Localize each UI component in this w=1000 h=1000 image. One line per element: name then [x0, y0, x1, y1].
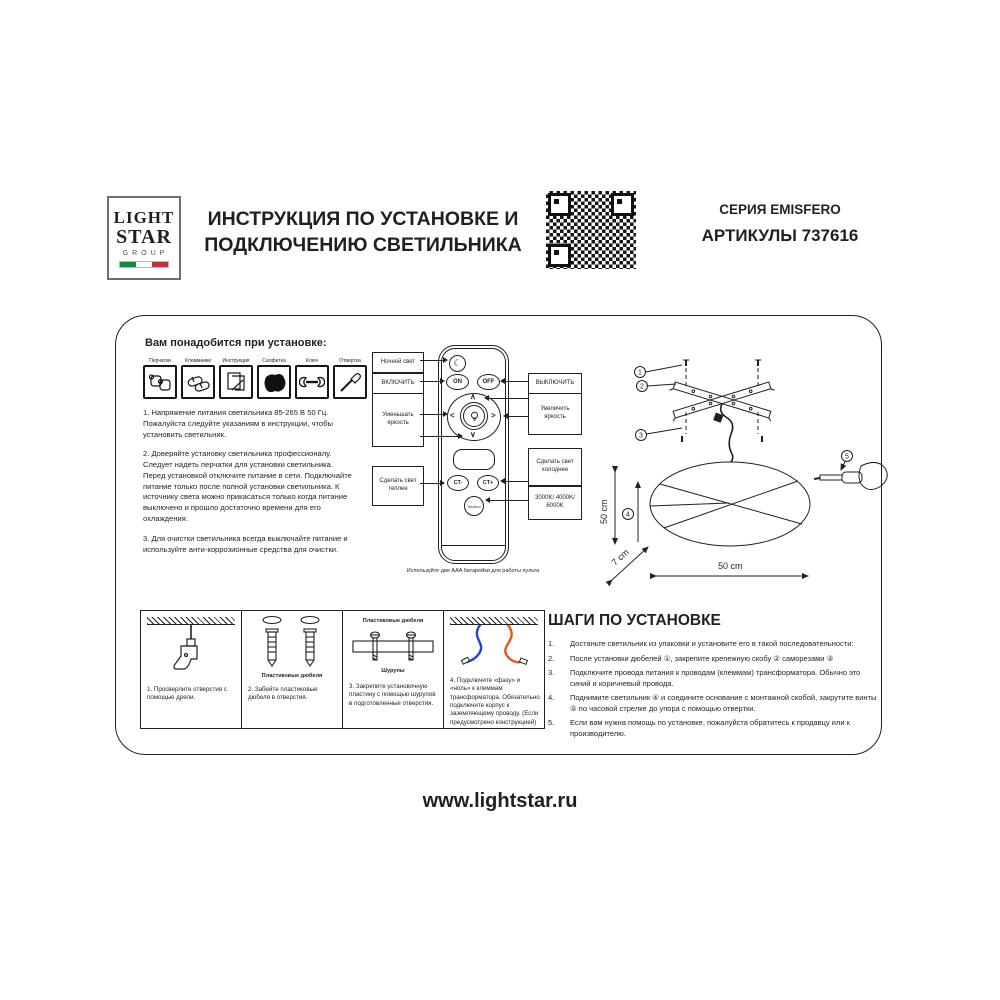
ct-plus-button: [477, 475, 499, 491]
callout-dim: Уменьшать яркость: [372, 393, 424, 447]
tool-label: Клеммники: [184, 358, 212, 364]
wires-icon: [448, 625, 540, 673]
step-number: 5.: [548, 718, 555, 727]
tool-screwdriver: [333, 358, 367, 399]
bulb-icon: [469, 411, 480, 422]
step-item: [548, 654, 878, 665]
connector-line: [420, 360, 443, 361]
connector-line: [490, 500, 528, 501]
tool-terminals: [181, 358, 215, 399]
arrowhead-icon: [500, 478, 505, 484]
step-number: 2.: [548, 653, 555, 663]
callout-colder: Сделать свет холоднее: [528, 448, 582, 486]
flag-green: [120, 262, 136, 267]
panel-dowels: [241, 610, 343, 729]
svg-text:50 cm: 50 cm: [599, 499, 609, 524]
step-item: [548, 718, 878, 739]
connector-line: [505, 481, 528, 482]
hand-with-screwdriver: [814, 451, 887, 490]
flag-white: [136, 262, 152, 267]
ct-minus-button: [447, 475, 469, 491]
panel-drill: [140, 610, 242, 729]
brighten-arrow: >: [491, 411, 496, 420]
callout-night-light: Ночной свет: [372, 352, 424, 373]
lightstar-logo: [107, 196, 181, 280]
title-line-1: ИНСТРУКЦИЯ ПО УСТАНОВКЕ И: [207, 208, 519, 230]
terminal-blocks-icon: [181, 365, 215, 399]
tool-label: Отвертка: [339, 358, 361, 364]
screwdriver-icon: [333, 365, 367, 399]
dimension-height: [599, 472, 615, 544]
svg-text:1: 1: [638, 369, 642, 377]
mounting-plate-icon: [347, 628, 439, 666]
connector-line: [489, 398, 528, 399]
steps-heading: ШАГИ ПО УСТАНОВКЕ: [548, 612, 721, 629]
panel-wiring: [443, 610, 545, 729]
step-number: 4.: [548, 693, 555, 702]
cable-connector: [714, 413, 723, 422]
tools-heading: Вам понадобится при установке:: [145, 337, 327, 349]
battery-cover-line: [442, 545, 505, 546]
tool-label: Салфетка: [262, 358, 286, 364]
tool-label: Инструкция: [222, 358, 250, 364]
svg-text:4: 4: [626, 511, 630, 519]
safety-paragraph-2: 2. Доверяйте установку светильника профессионалу. Следует надеть перчатки для установки светильника. Перед установкой отключите питание в сети. Подключайте питание только после полной установки светильника. К источнику света можно прикасаться только когда питание выключено и прошло достаточно времени для его охлаждения.: [143, 449, 352, 524]
svg-text:7 cm: 7 cm: [609, 546, 631, 568]
dowels-icon: [246, 615, 338, 671]
drill-icon: [145, 625, 237, 681]
panel-caption: 4. Подключите «фазу» и «ноль» к клеммам трансформатора. Обязательно подключите корпус к заземляющему проводу. (Если предусмотрено конструкцией): [450, 677, 540, 726]
step-item: [548, 668, 878, 689]
arrowhead-icon: [440, 378, 445, 384]
section-label: Section: [467, 503, 481, 509]
section-button: [464, 496, 484, 516]
series-block: [675, 202, 885, 246]
lamp-dome: [650, 462, 810, 546]
callout-3: [636, 428, 683, 441]
off-button: [477, 374, 500, 390]
connector-line: [420, 381, 440, 382]
arrowhead-icon: [484, 395, 489, 401]
step-text: Поднимите светильник ④ и соедините основание с монтажной скобой, закрутите винты ⑤ по часовой стрелке до упора с помощью отвертки.: [570, 693, 877, 713]
svg-text:2: 2: [640, 383, 644, 391]
tool-gloves: [143, 358, 177, 399]
down-arrow: ∨: [470, 430, 476, 439]
dowels-label: Пластиковые дюбеля: [261, 673, 323, 679]
qr-finder-icon: [611, 193, 634, 216]
callout-1: [635, 365, 683, 378]
dimension-depth: [610, 547, 648, 580]
flag-red: [152, 262, 168, 267]
arrowhead-icon: [443, 357, 448, 363]
install-panels: [140, 610, 545, 729]
on-button: [446, 374, 469, 390]
ct-plus-label: CT+: [482, 480, 494, 486]
connector-line: [420, 414, 443, 415]
safety-paragraph-3: 3. Для очистки светильника всегда выключайте питание и используйте анти-коррозионные средства для очистки.: [143, 533, 348, 554]
screws-dashed-guides: [682, 360, 762, 442]
blank-button: [453, 449, 495, 470]
qr-finder-icon: [548, 244, 571, 267]
arrowhead-icon: [485, 497, 490, 503]
dowels-label-top: Пластиковые дюбеля: [362, 618, 424, 624]
title-line-2: ПОДКЛЮЧЕНИЮ СВЕТИЛЬНИКА: [204, 234, 522, 257]
safety-notes: [143, 408, 356, 564]
safety-paragraph-1: 1. Напряжение питания светильника 85-265 В 50 Гц. Пожалуйста следуйте указаниям в инструкции, чтобы установить светильник.: [143, 408, 333, 439]
arrowhead-icon: [500, 378, 505, 384]
connector-line: [420, 483, 440, 484]
ct-minus-label: CT-: [453, 480, 463, 486]
phase-wire-orange: [505, 625, 521, 662]
step-text: Достаньте светильник из упаковки и установите его в такой последовательности:: [570, 639, 854, 648]
ceiling-hatch: [450, 617, 538, 625]
ceiling-hatch: [147, 617, 235, 625]
night-light-button: [449, 355, 466, 372]
tool-wrench: [295, 358, 329, 399]
panel-plate: [342, 610, 444, 729]
tool-label: Ключ: [305, 358, 319, 364]
up-arrow: ∧: [470, 392, 476, 401]
tool-napkin: [257, 358, 291, 399]
battery-note: Используйте две AAA батарейки для работы пульта: [406, 568, 540, 574]
callout-turn-on: ВКЛЮЧИТЬ: [372, 373, 424, 394]
callout-4: [623, 482, 639, 542]
qr-code: [546, 191, 636, 269]
step-text: Если вам нужна помощь по установке, пожалуйста обратитесь к продавцу или к производителю.: [570, 718, 850, 738]
svg-text:50 cm: 50 cm: [718, 561, 743, 571]
step-number: 1.: [548, 639, 555, 648]
gloves-icon: [143, 365, 177, 399]
logo-word-star: STAR: [116, 225, 172, 248]
logo-word-group: GROUP: [122, 249, 169, 257]
svg-text:5: 5: [845, 453, 849, 461]
install-steps: [548, 612, 878, 743]
panel-caption: 1. Просверлите отверстия с помощью дрели.: [147, 686, 227, 702]
page-title: [188, 206, 538, 259]
napkin-icon: [257, 365, 291, 399]
step-number: 3.: [548, 668, 555, 677]
italian-flag-stripe: [119, 261, 169, 268]
website-url: www.lightstar.ru: [422, 790, 578, 812]
step-item: [548, 639, 878, 650]
article-number: АРТИКУЛЫ 737616: [701, 226, 859, 245]
wrench-icon: [295, 365, 329, 399]
callout-kelvin: 3000K/ 4000K/ 6000K: [528, 486, 582, 520]
arrowhead-icon: [458, 433, 463, 439]
dimension-width: [656, 561, 808, 576]
tool-label: Перчатки: [149, 358, 171, 364]
dim-arrow: <: [450, 411, 455, 420]
remote-control: [438, 345, 509, 564]
step-text: Подключите провода питания к проводам (клеммам) трансформатора. Обычно это синий и коричневый провода.: [570, 668, 861, 688]
power-cable: [721, 404, 733, 462]
manual-icon: [219, 365, 253, 399]
off-button-label: OFF: [482, 379, 495, 385]
mounting-diagram: [598, 338, 890, 590]
tools-row: [143, 358, 367, 399]
neutral-wire-blue: [467, 625, 481, 662]
arrowhead-icon: [443, 411, 448, 417]
qr-finder-icon: [548, 193, 571, 216]
moon-icon: ☾: [453, 358, 462, 368]
on-button-label: ON: [453, 379, 462, 385]
dpad-center-button: [463, 405, 485, 427]
series-name: СЕРИЯ EMISFERO: [719, 202, 841, 217]
screws-label: Шурупы: [381, 668, 405, 674]
arrowhead-icon: [440, 480, 445, 486]
logo-word-light: LIGHT: [113, 207, 175, 227]
callout-warmer: Сделать свет теплее: [372, 466, 424, 506]
panel-caption: 3. Закрепите установочную пластину с помощью шурупов в подготовленные отверстия.: [349, 683, 436, 707]
tool-manual: [219, 358, 253, 399]
panel-caption: 2. Забейте пластиковые дюбеля в отверстия.: [248, 686, 318, 702]
callout-brighten: Увеличить яркость: [528, 393, 582, 435]
step-item: [548, 693, 878, 714]
connector-line: [508, 416, 528, 417]
arrowhead-icon: [503, 413, 508, 419]
callout-turn-off: ВЫКЛЮЧИТЬ: [528, 373, 582, 394]
connector-line: [420, 436, 458, 437]
svg-text:3: 3: [639, 432, 643, 440]
step-text: После установки дюбелей ①, закрепите крепежную скобу ② саморезами ③: [570, 653, 834, 663]
connector-line: [505, 381, 528, 382]
